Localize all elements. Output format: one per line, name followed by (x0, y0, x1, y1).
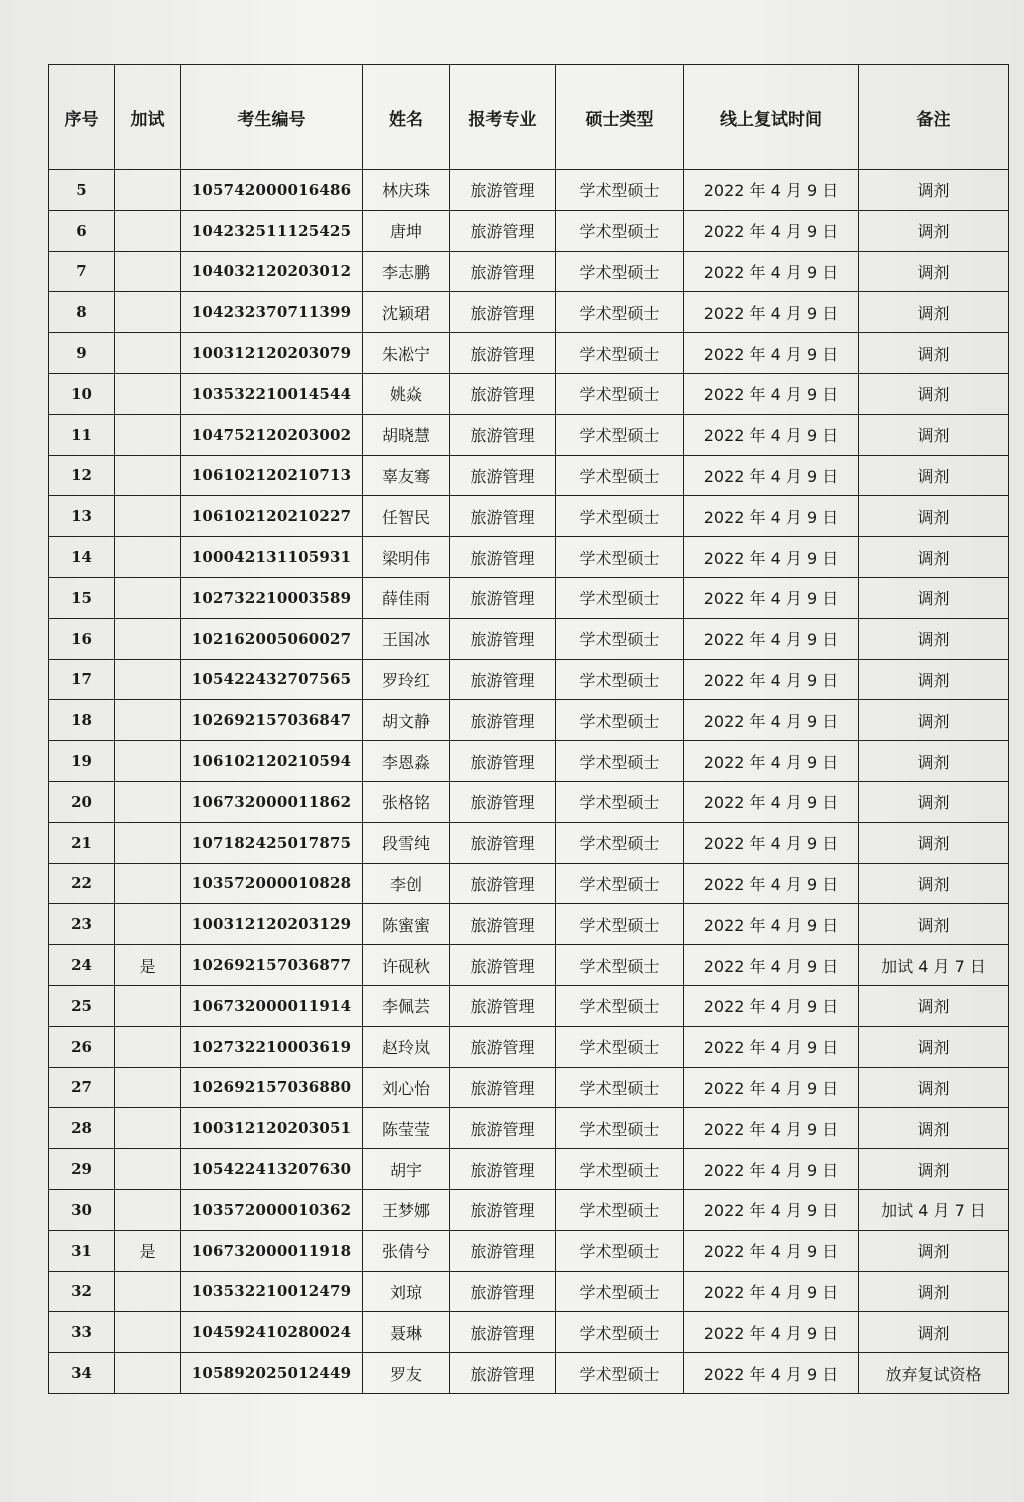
cell-retest (115, 1189, 181, 1230)
table-row (49, 251, 1009, 292)
cell-seq: 30 (49, 1189, 115, 1230)
cell-name: 李佩芸 (363, 985, 450, 1026)
cell-retest-date: 2022 年 4 月 9 日 (684, 1108, 859, 1149)
table-row (49, 1230, 1009, 1271)
cell-retest-date: 2022 年 4 月 9 日 (684, 618, 859, 659)
cell-major: 旅游管理 (450, 1067, 556, 1108)
cell-retest (115, 292, 181, 333)
cell-note: 调剂 (859, 1149, 1009, 1190)
cell-major: 旅游管理 (450, 1189, 556, 1230)
cell-retest (115, 333, 181, 374)
cell-degree-type: 学术型硕士 (556, 414, 684, 455)
cell-major: 旅游管理 (450, 781, 556, 822)
cell-retest (115, 1312, 181, 1353)
cell-retest-date: 2022 年 4 月 9 日 (684, 1149, 859, 1190)
cell-major: 旅游管理 (450, 577, 556, 618)
cell-seq: 22 (49, 863, 115, 904)
cell-retest (115, 455, 181, 496)
cell-seq: 6 (49, 210, 115, 251)
candidate-table (48, 64, 1009, 1394)
cell-retest (115, 210, 181, 251)
cell-degree-type: 学术型硕士 (556, 170, 684, 211)
header-retest: 加试 (115, 65, 181, 170)
cell-major: 旅游管理 (450, 373, 556, 414)
cell-retest (115, 1067, 181, 1108)
cell-candidate-id: 102692157036877 (181, 945, 363, 986)
cell-retest-date: 2022 年 4 月 9 日 (684, 1312, 859, 1353)
cell-note: 调剂 (859, 292, 1009, 333)
cell-retest (115, 1353, 181, 1394)
cell-note: 调剂 (859, 1108, 1009, 1149)
cell-retest-date: 2022 年 4 月 9 日 (684, 659, 859, 700)
cell-name: 李恩淼 (363, 741, 450, 782)
cell-retest (115, 1026, 181, 1067)
cell-note: 加试 4 月 7 日 (859, 945, 1009, 986)
table-row (49, 1312, 1009, 1353)
cell-note: 调剂 (859, 333, 1009, 374)
cell-note: 调剂 (859, 251, 1009, 292)
table-header (49, 65, 1009, 170)
cell-major: 旅游管理 (450, 1230, 556, 1271)
cell-retest (115, 251, 181, 292)
cell-degree-type: 学术型硕士 (556, 700, 684, 741)
table-row (49, 1108, 1009, 1149)
cell-retest (115, 1271, 181, 1312)
cell-degree-type: 学术型硕士 (556, 1271, 684, 1312)
cell-retest-date: 2022 年 4 月 9 日 (684, 700, 859, 741)
table-row (49, 1189, 1009, 1230)
cell-name: 罗友 (363, 1353, 450, 1394)
table-row (49, 700, 1009, 741)
cell-degree-type: 学术型硕士 (556, 577, 684, 618)
cell-retest (115, 659, 181, 700)
cell-seq: 24 (49, 945, 115, 986)
cell-name: 唐坤 (363, 210, 450, 251)
cell-note: 调剂 (859, 414, 1009, 455)
cell-note: 调剂 (859, 781, 1009, 822)
cell-retest-date: 2022 年 4 月 9 日 (684, 863, 859, 904)
cell-name: 张格铭 (363, 781, 450, 822)
cell-retest (115, 618, 181, 659)
cell-note: 调剂 (859, 1067, 1009, 1108)
cell-candidate-id: 105422413207630 (181, 1149, 363, 1190)
cell-name: 胡文静 (363, 700, 450, 741)
header-name: 姓名 (363, 65, 450, 170)
table-row (49, 822, 1009, 863)
cell-name: 薛佳雨 (363, 577, 450, 618)
cell-major: 旅游管理 (450, 1149, 556, 1190)
cell-retest-date: 2022 年 4 月 9 日 (684, 1026, 859, 1067)
cell-name: 胡宇 (363, 1149, 450, 1190)
cell-major: 旅游管理 (450, 210, 556, 251)
cell-seq: 33 (49, 1312, 115, 1353)
cell-name: 许砚秋 (363, 945, 450, 986)
cell-major: 旅游管理 (450, 170, 556, 211)
cell-seq: 32 (49, 1271, 115, 1312)
cell-name: 梁明伟 (363, 537, 450, 578)
table-row (49, 1067, 1009, 1108)
header-row (49, 65, 1009, 170)
header-degree-type: 硕士类型 (556, 65, 684, 170)
cell-retest (115, 414, 181, 455)
cell-name: 刘琼 (363, 1271, 450, 1312)
cell-retest (115, 863, 181, 904)
cell-name: 陈蜜蜜 (363, 904, 450, 945)
table-row (49, 618, 1009, 659)
table-row (49, 659, 1009, 700)
cell-name: 赵玲岚 (363, 1026, 450, 1067)
cell-seq: 26 (49, 1026, 115, 1067)
cell-degree-type: 学术型硕士 (556, 537, 684, 578)
cell-degree-type: 学术型硕士 (556, 945, 684, 986)
table-row (49, 414, 1009, 455)
cell-candidate-id: 103572000010828 (181, 863, 363, 904)
table-row (49, 904, 1009, 945)
cell-retest-date: 2022 年 4 月 9 日 (684, 822, 859, 863)
cell-candidate-id: 106102120210713 (181, 455, 363, 496)
cell-candidate-id: 106102120210227 (181, 496, 363, 537)
cell-note: 调剂 (859, 659, 1009, 700)
cell-name: 聂琳 (363, 1312, 450, 1353)
cell-retest-date: 2022 年 4 月 9 日 (684, 292, 859, 333)
cell-retest-date: 2022 年 4 月 9 日 (684, 577, 859, 618)
cell-note: 调剂 (859, 170, 1009, 211)
table-row (49, 945, 1009, 986)
cell-candidate-id: 104032120203012 (181, 251, 363, 292)
cell-note: 调剂 (859, 618, 1009, 659)
cell-candidate-id: 103572000010362 (181, 1189, 363, 1230)
cell-retest (115, 1149, 181, 1190)
table-row (49, 333, 1009, 374)
cell-degree-type: 学术型硕士 (556, 863, 684, 904)
cell-seq: 29 (49, 1149, 115, 1190)
cell-major: 旅游管理 (450, 1312, 556, 1353)
cell-note: 调剂 (859, 822, 1009, 863)
cell-candidate-id: 102732210003589 (181, 577, 363, 618)
header-candidate-id: 考生编号 (181, 65, 363, 170)
cell-retest (115, 741, 181, 782)
cell-name: 陈莹莹 (363, 1108, 450, 1149)
cell-candidate-id: 100042131105931 (181, 537, 363, 578)
cell-degree-type: 学术型硕士 (556, 781, 684, 822)
cell-name: 任智民 (363, 496, 450, 537)
cell-name: 胡晓慧 (363, 414, 450, 455)
table-row (49, 863, 1009, 904)
cell-note: 调剂 (859, 537, 1009, 578)
cell-seq: 10 (49, 373, 115, 414)
table-row (49, 373, 1009, 414)
cell-retest (115, 985, 181, 1026)
cell-major: 旅游管理 (450, 1108, 556, 1149)
table-row (49, 496, 1009, 537)
cell-major: 旅游管理 (450, 945, 556, 986)
cell-retest-date: 2022 年 4 月 9 日 (684, 904, 859, 945)
cell-seq: 15 (49, 577, 115, 618)
cell-candidate-id: 103532210012479 (181, 1271, 363, 1312)
cell-retest-date: 2022 年 4 月 9 日 (684, 210, 859, 251)
table-body (49, 170, 1009, 1394)
cell-note: 调剂 (859, 577, 1009, 618)
cell-note: 调剂 (859, 985, 1009, 1026)
cell-retest (115, 577, 181, 618)
cell-candidate-id: 102732210003619 (181, 1026, 363, 1067)
cell-retest-date: 2022 年 4 月 9 日 (684, 1067, 859, 1108)
cell-retest-date: 2022 年 4 月 9 日 (684, 414, 859, 455)
cell-retest: 是 (115, 1230, 181, 1271)
cell-degree-type: 学术型硕士 (556, 1067, 684, 1108)
cell-retest-date: 2022 年 4 月 9 日 (684, 1353, 859, 1394)
cell-note: 调剂 (859, 373, 1009, 414)
cell-seq: 16 (49, 618, 115, 659)
cell-retest-date: 2022 年 4 月 9 日 (684, 985, 859, 1026)
cell-candidate-id: 103532210014544 (181, 373, 363, 414)
cell-name: 张倩兮 (363, 1230, 450, 1271)
cell-major: 旅游管理 (450, 496, 556, 537)
cell-degree-type: 学术型硕士 (556, 618, 684, 659)
table-row (49, 1026, 1009, 1067)
cell-name: 林庆珠 (363, 170, 450, 211)
cell-degree-type: 学术型硕士 (556, 659, 684, 700)
cell-major: 旅游管理 (450, 537, 556, 578)
cell-degree-type: 学术型硕士 (556, 373, 684, 414)
table-row (49, 455, 1009, 496)
cell-retest (115, 904, 181, 945)
cell-note: 调剂 (859, 1271, 1009, 1312)
cell-name: 辜友骞 (363, 455, 450, 496)
cell-major: 旅游管理 (450, 618, 556, 659)
cell-major: 旅游管理 (450, 904, 556, 945)
cell-retest-date: 2022 年 4 月 9 日 (684, 1230, 859, 1271)
cell-seq: 11 (49, 414, 115, 455)
cell-major: 旅游管理 (450, 741, 556, 782)
cell-seq: 27 (49, 1067, 115, 1108)
cell-candidate-id: 106102120210594 (181, 741, 363, 782)
cell-candidate-id: 102162005060027 (181, 618, 363, 659)
cell-retest (115, 700, 181, 741)
cell-seq: 25 (49, 985, 115, 1026)
cell-candidate-id: 107182425017875 (181, 822, 363, 863)
cell-seq: 5 (49, 170, 115, 211)
cell-retest-date: 2022 年 4 月 9 日 (684, 170, 859, 211)
cell-degree-type: 学术型硕士 (556, 210, 684, 251)
cell-retest-date: 2022 年 4 月 9 日 (684, 251, 859, 292)
cell-note: 调剂 (859, 741, 1009, 782)
cell-degree-type: 学术型硕士 (556, 292, 684, 333)
cell-seq: 12 (49, 455, 115, 496)
cell-seq: 18 (49, 700, 115, 741)
cell-seq: 28 (49, 1108, 115, 1149)
cell-seq: 7 (49, 251, 115, 292)
table-row (49, 577, 1009, 618)
cell-retest-date: 2022 年 4 月 9 日 (684, 1271, 859, 1312)
cell-major: 旅游管理 (450, 700, 556, 741)
table-row (49, 292, 1009, 333)
cell-note: 调剂 (859, 496, 1009, 537)
cell-major: 旅游管理 (450, 1271, 556, 1312)
cell-name: 王梦娜 (363, 1189, 450, 1230)
cell-major: 旅游管理 (450, 863, 556, 904)
cell-name: 李志鹏 (363, 251, 450, 292)
cell-note: 调剂 (859, 700, 1009, 741)
cell-major: 旅游管理 (450, 822, 556, 863)
cell-seq: 19 (49, 741, 115, 782)
cell-name: 姚焱 (363, 373, 450, 414)
cell-seq: 20 (49, 781, 115, 822)
cell-major: 旅游管理 (450, 659, 556, 700)
cell-candidate-id: 100312120203051 (181, 1108, 363, 1149)
cell-degree-type: 学术型硕士 (556, 1149, 684, 1190)
cell-major: 旅游管理 (450, 1026, 556, 1067)
cell-retest-date: 2022 年 4 月 9 日 (684, 945, 859, 986)
cell-candidate-id: 106732000011918 (181, 1230, 363, 1271)
cell-retest (115, 496, 181, 537)
table-row (49, 741, 1009, 782)
cell-major: 旅游管理 (450, 292, 556, 333)
table-row (49, 537, 1009, 578)
cell-seq: 14 (49, 537, 115, 578)
cell-name: 沈颖珺 (363, 292, 450, 333)
cell-candidate-id: 104232370711399 (181, 292, 363, 333)
cell-major: 旅游管理 (450, 1353, 556, 1394)
table-row (49, 1149, 1009, 1190)
cell-major: 旅游管理 (450, 251, 556, 292)
cell-degree-type: 学术型硕士 (556, 455, 684, 496)
cell-degree-type: 学术型硕士 (556, 496, 684, 537)
cell-retest (115, 373, 181, 414)
cell-candidate-id: 106732000011862 (181, 781, 363, 822)
cell-candidate-id: 104592410280024 (181, 1312, 363, 1353)
cell-candidate-id: 100312120203079 (181, 333, 363, 374)
cell-retest-date: 2022 年 4 月 9 日 (684, 537, 859, 578)
cell-seq: 8 (49, 292, 115, 333)
cell-candidate-id: 104752120203002 (181, 414, 363, 455)
cell-retest-date: 2022 年 4 月 9 日 (684, 1189, 859, 1230)
cell-major: 旅游管理 (450, 333, 556, 374)
cell-seq: 21 (49, 822, 115, 863)
cell-candidate-id: 105422432707565 (181, 659, 363, 700)
cell-name: 段雪纯 (363, 822, 450, 863)
cell-retest-date: 2022 年 4 月 9 日 (684, 455, 859, 496)
cell-major: 旅游管理 (450, 414, 556, 455)
cell-name: 罗玲红 (363, 659, 450, 700)
cell-degree-type: 学术型硕士 (556, 1312, 684, 1353)
table-row (49, 170, 1009, 211)
cell-candidate-id: 102692157036880 (181, 1067, 363, 1108)
cell-retest-date: 2022 年 4 月 9 日 (684, 333, 859, 374)
cell-retest: 是 (115, 945, 181, 986)
cell-note: 调剂 (859, 210, 1009, 251)
cell-degree-type: 学术型硕士 (556, 822, 684, 863)
cell-candidate-id: 105742000016486 (181, 170, 363, 211)
header-major: 报考专业 (450, 65, 556, 170)
cell-degree-type: 学术型硕士 (556, 1108, 684, 1149)
table-row (49, 781, 1009, 822)
cell-major: 旅游管理 (450, 455, 556, 496)
table-row (49, 985, 1009, 1026)
cell-note: 调剂 (859, 455, 1009, 496)
cell-note: 调剂 (859, 904, 1009, 945)
cell-candidate-id: 105892025012449 (181, 1353, 363, 1394)
cell-note: 调剂 (859, 1312, 1009, 1353)
cell-seq: 13 (49, 496, 115, 537)
cell-name: 李创 (363, 863, 450, 904)
cell-degree-type: 学术型硕士 (556, 904, 684, 945)
cell-major: 旅游管理 (450, 985, 556, 1026)
cell-retest (115, 170, 181, 211)
cell-seq: 17 (49, 659, 115, 700)
cell-candidate-id: 106732000011914 (181, 985, 363, 1026)
table-row (49, 210, 1009, 251)
cell-retest-date: 2022 年 4 月 9 日 (684, 496, 859, 537)
cell-name: 朱凇宁 (363, 333, 450, 374)
cell-degree-type: 学术型硕士 (556, 1353, 684, 1394)
cell-seq: 23 (49, 904, 115, 945)
cell-degree-type: 学术型硕士 (556, 1026, 684, 1067)
cell-name: 刘心怡 (363, 1067, 450, 1108)
cell-name: 王国冰 (363, 618, 450, 659)
cell-degree-type: 学术型硕士 (556, 251, 684, 292)
cell-note: 调剂 (859, 1230, 1009, 1271)
cell-candidate-id: 100312120203129 (181, 904, 363, 945)
cell-retest-date: 2022 年 4 月 9 日 (684, 781, 859, 822)
cell-retest (115, 537, 181, 578)
cell-candidate-id: 102692157036847 (181, 700, 363, 741)
header-seq: 序号 (49, 65, 115, 170)
cell-degree-type: 学术型硕士 (556, 985, 684, 1026)
cell-retest (115, 822, 181, 863)
cell-seq: 34 (49, 1353, 115, 1394)
header-note: 备注 (859, 65, 1009, 170)
cell-degree-type: 学术型硕士 (556, 741, 684, 782)
cell-note: 放弃复试资格 (859, 1353, 1009, 1394)
cell-note: 加试 4 月 7 日 (859, 1189, 1009, 1230)
cell-degree-type: 学术型硕士 (556, 1189, 684, 1230)
cell-degree-type: 学术型硕士 (556, 1230, 684, 1271)
table-row (49, 1353, 1009, 1394)
cell-candidate-id: 104232511125425 (181, 210, 363, 251)
cell-retest-date: 2022 年 4 月 9 日 (684, 373, 859, 414)
cell-retest (115, 781, 181, 822)
cell-retest (115, 1108, 181, 1149)
cell-note: 调剂 (859, 1026, 1009, 1067)
cell-seq: 31 (49, 1230, 115, 1271)
header-online-retest-time: 线上复试时间 (684, 65, 859, 170)
cell-degree-type: 学术型硕士 (556, 333, 684, 374)
cell-retest-date: 2022 年 4 月 9 日 (684, 741, 859, 782)
table-row (49, 1271, 1009, 1312)
cell-seq: 9 (49, 333, 115, 374)
cell-note: 调剂 (859, 863, 1009, 904)
